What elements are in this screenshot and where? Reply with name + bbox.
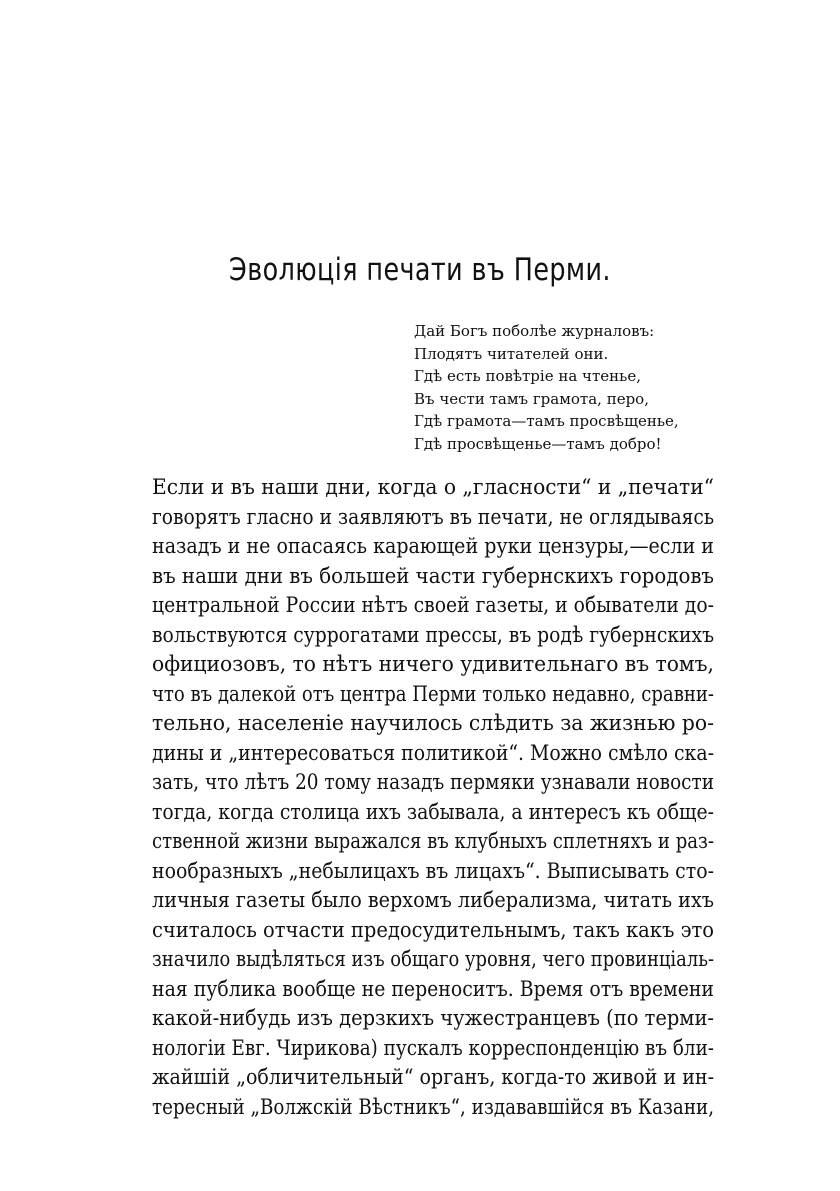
body-line: жайшій „обличительный“ органъ, когда-то живой и ин- bbox=[152, 1065, 715, 1089]
epigraph-line: Дай Богъ поболѣе журналовъ: bbox=[414, 322, 655, 340]
epigraph-line: Гдѣ просвѣщенье—тамъ добро! bbox=[414, 434, 662, 453]
body-line: назадъ и не опасаясь карающей руки цензуры,—если и bbox=[152, 534, 714, 558]
body-line: личныя газеты было верхомъ либерализма, читать ихъ bbox=[152, 888, 715, 912]
body-line: вольствуются суррогатами прессы, въ родѣ губернскихъ bbox=[152, 622, 715, 647]
body-line: ственной жизни выражался въ клубныхъ сплетняхъ и раз- bbox=[152, 829, 715, 853]
body-line: нообразныхъ „небылицахъ въ лицахъ“. Выписывать сто- bbox=[152, 858, 714, 883]
body-line: дины и „интересоваться политикой“. Можно смѣло ска- bbox=[152, 740, 714, 765]
epigraph-line: Плодятъ читателей они. bbox=[414, 344, 609, 363]
epigraph-line: Въ чести тамъ грамота, перо, bbox=[414, 389, 649, 408]
body-line: тельно, населеніе научилось слѣдить за жизнью ро- bbox=[152, 711, 714, 735]
body-line: нологіи Евг. Чирикова) пускалъ корреспонденцію въ бли- bbox=[152, 1035, 715, 1060]
epigraph-line: Гдѣ грамота—тамъ просвѣщенье, bbox=[414, 412, 679, 430]
body-line: въ наши дни въ большей части губернскихъ городовъ bbox=[152, 563, 714, 588]
body-line: официозовъ, то нѣтъ ничего удивительнаго въ томъ, bbox=[152, 652, 714, 676]
page-title: Эволюція печати въ Перми. bbox=[229, 252, 611, 288]
epigraph bbox=[414, 320, 679, 455]
body-line: центральной России нѣтъ своей газеты, и обыватели до- bbox=[152, 593, 714, 617]
body-text bbox=[152, 473, 714, 1122]
body-line: тересный „Волжскій Вѣстникъ“, издававшійся въ Казани, bbox=[152, 1094, 715, 1119]
body-line: говорятъ гласно и заявляютъ въ печати, не оглядываясь bbox=[152, 504, 715, 529]
body-line: что въ далекой отъ центра Перми только недавно, сравни- bbox=[152, 681, 715, 706]
epigraph-line: Гдѣ есть повѣтріе на чтенье, bbox=[414, 367, 641, 385]
body-line: какой-нибудь изъ дерзкихъ чужестранцевъ (по терми- bbox=[152, 1006, 714, 1030]
body-line: считалось отчасти предосудительнымъ, такъ какъ это bbox=[152, 917, 715, 942]
body-line: зать, что лѣтъ 20 тому назадъ пермяки узнавали новости bbox=[152, 770, 715, 794]
body-line: тогда, когда столица ихъ забывала, а интересъ къ обще- bbox=[152, 799, 714, 824]
body-line: Если и въ наши дни, когда о „гласности“ и „печати“ bbox=[152, 475, 714, 499]
body-line: ная публика вообще не переноситъ. Время отъ времени bbox=[152, 976, 715, 1001]
body-line: значило выдѣляться изъ общаго уровня, чего провинціаль- bbox=[152, 947, 715, 971]
